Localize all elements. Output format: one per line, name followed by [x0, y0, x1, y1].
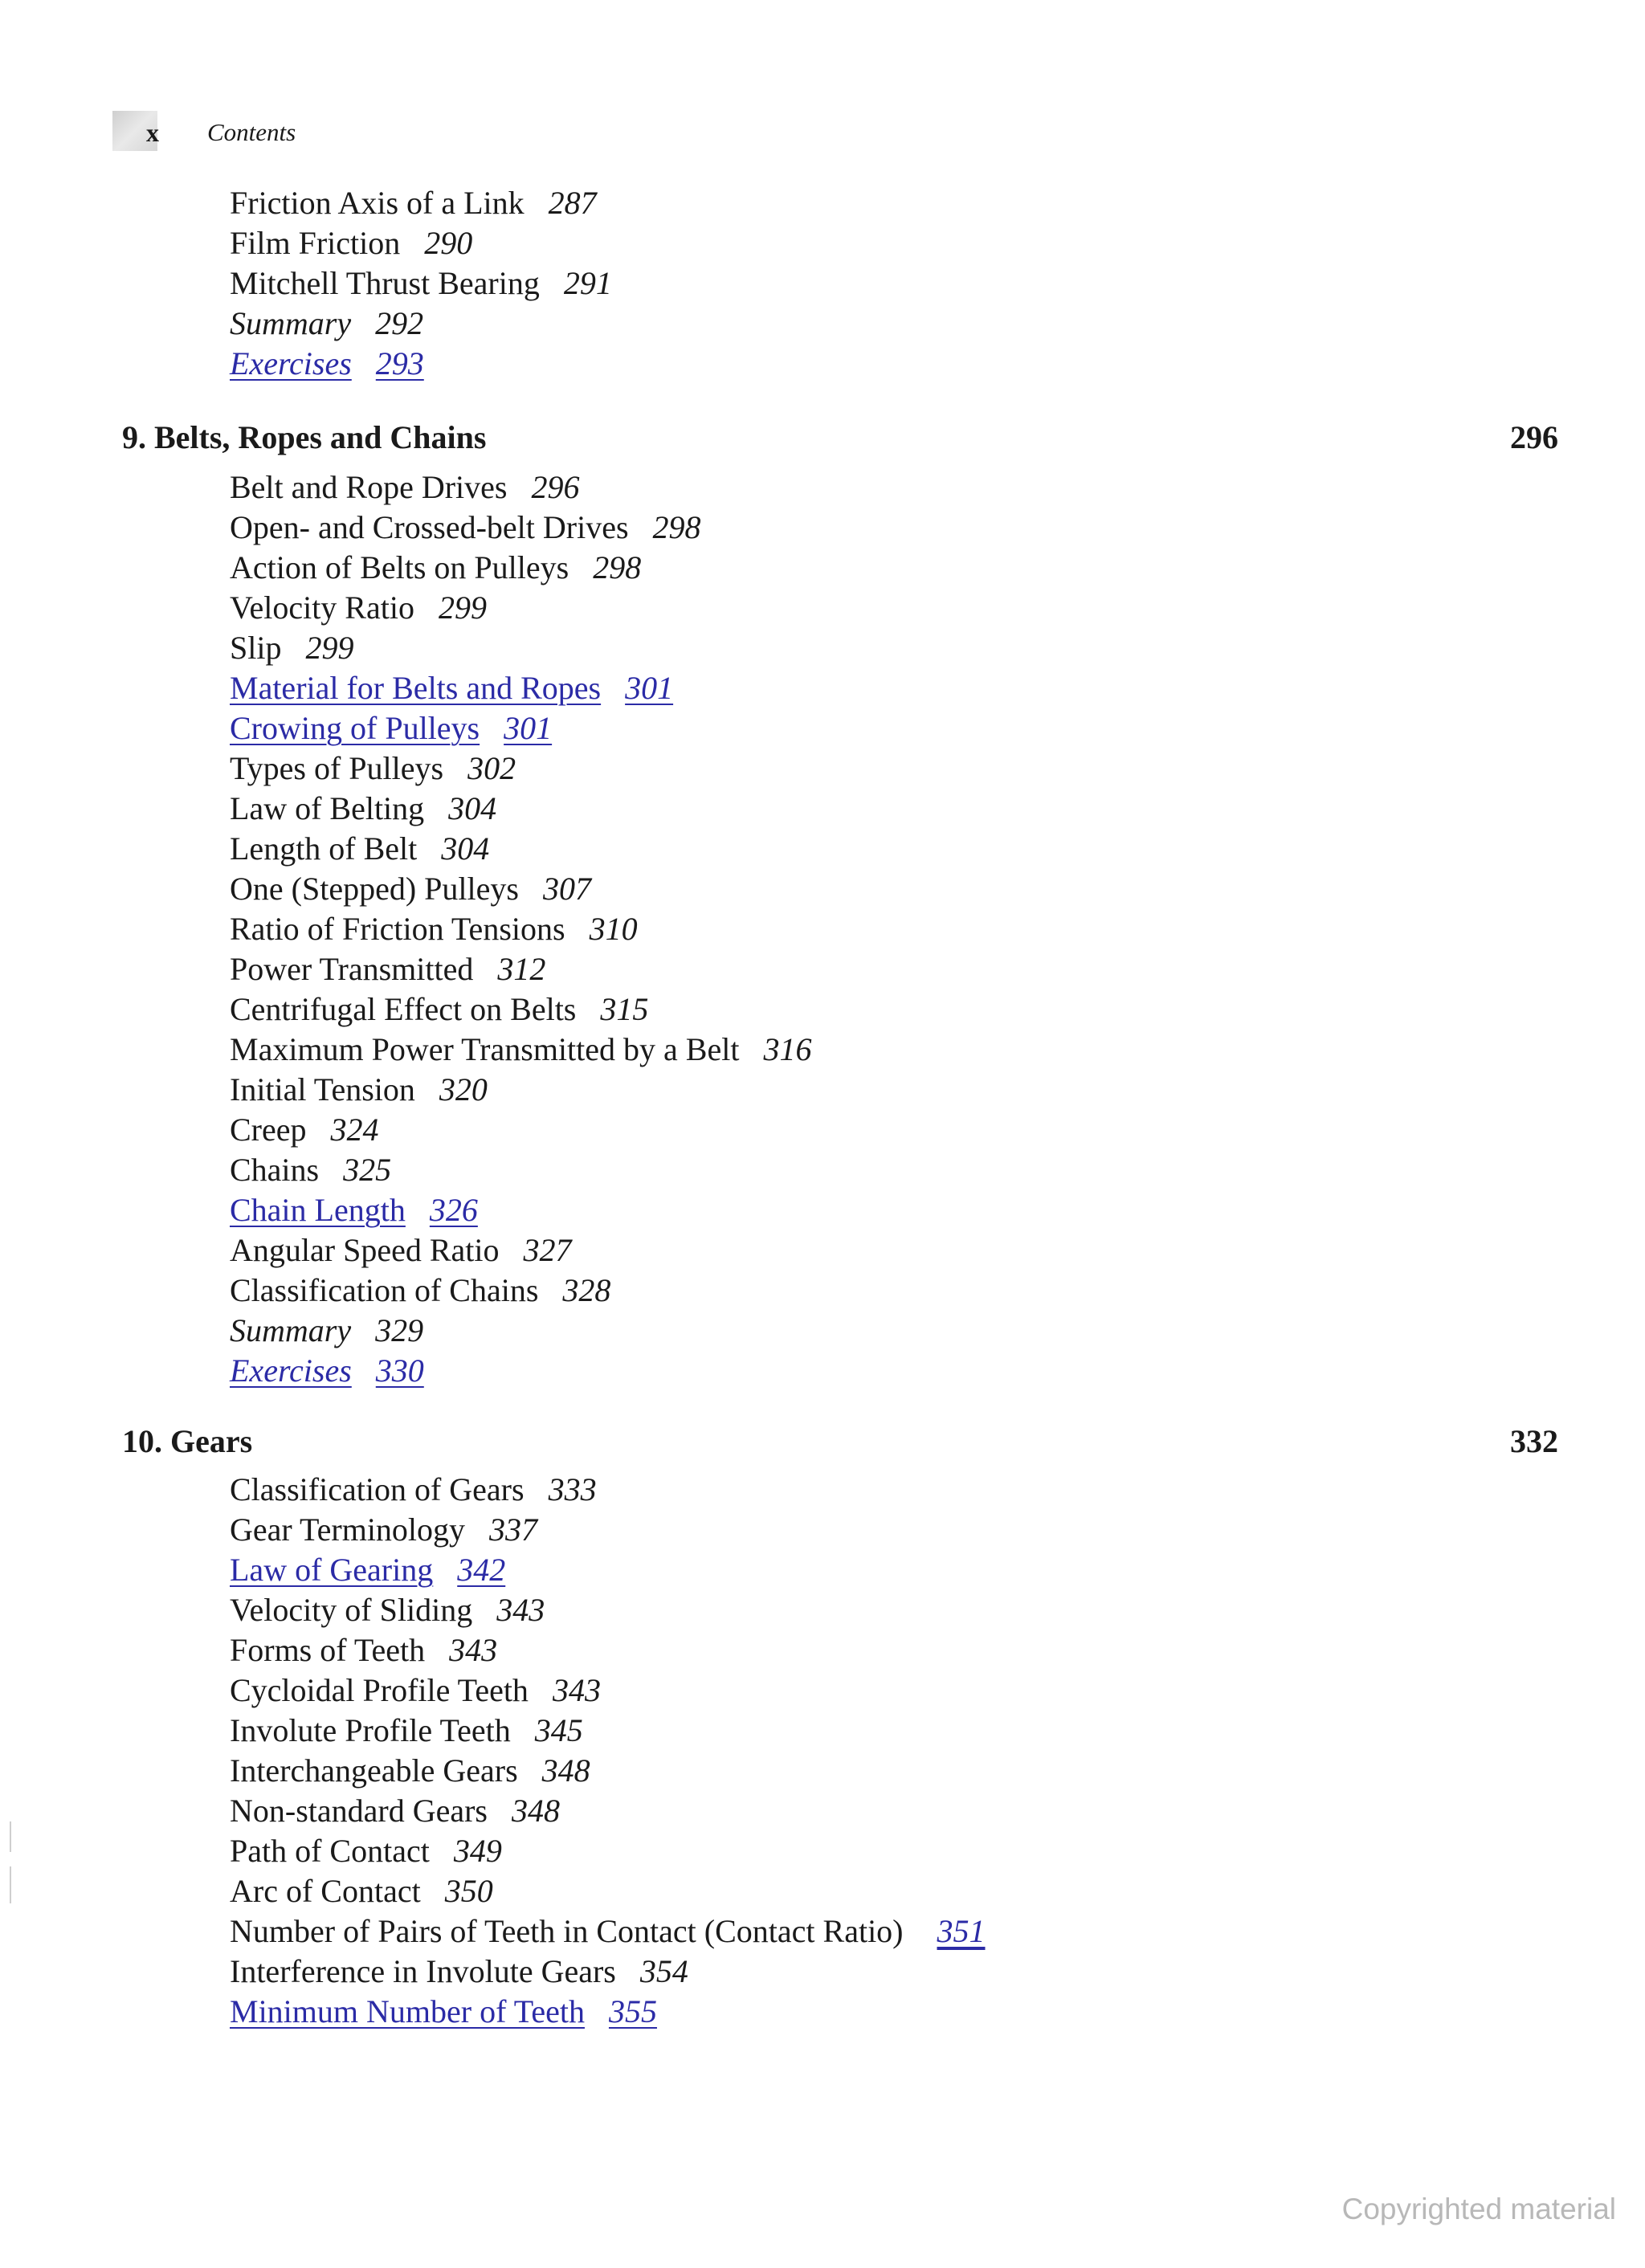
- section-title: [230, 749, 516, 789]
- section-title: [230, 668, 673, 708]
- section-page: 307: [542, 871, 591, 907]
- section-title: [230, 869, 591, 909]
- section-title-text: Length of Belt: [230, 830, 418, 867]
- section-title: [230, 989, 648, 1030]
- section-title: [230, 1311, 423, 1351]
- section-page: 326: [429, 1192, 478, 1228]
- section-title-text: Summary: [230, 305, 352, 341]
- section-page: 343: [552, 1672, 601, 1708]
- chapter-heading: [122, 418, 1558, 458]
- section-title-text: Minimum Number of Teeth: [230, 1993, 585, 2029]
- section-title: [230, 1070, 488, 1110]
- section-title: [230, 1751, 590, 1791]
- section-page: 310: [589, 911, 638, 947]
- section-title-text: Velocity of Sliding: [230, 1592, 473, 1628]
- section-title-text: Friction Axis of a Link: [230, 185, 525, 221]
- section-page: 348: [512, 1793, 560, 1829]
- section-title-text: Cycloidal Profile Teeth: [230, 1672, 529, 1708]
- section-page: 349: [453, 1833, 502, 1869]
- running-head: [112, 111, 296, 151]
- section-title: [230, 909, 638, 949]
- section-title: [230, 1351, 424, 1391]
- section-page: 312: [497, 951, 546, 987]
- section-title-text: Summary: [230, 1312, 352, 1348]
- section-title-text: Gear Terminology: [230, 1511, 466, 1548]
- section-page: 293: [375, 345, 424, 381]
- section-page: 337: [489, 1511, 538, 1548]
- section-title: [230, 304, 423, 344]
- section-page: 324: [330, 1112, 379, 1148]
- section-page: 343: [496, 1592, 545, 1628]
- section-page: 350: [444, 1873, 493, 1909]
- section-title: [230, 1630, 497, 1670]
- section-title: [230, 1911, 986, 1952]
- section-title-text: Classification of Gears: [230, 1471, 525, 1507]
- section-title-text: Arc of Contact: [230, 1873, 421, 1909]
- section-title-text: Mitchell Thrust Bearing: [230, 265, 540, 301]
- section-title-text: Involute Profile Teeth: [230, 1712, 511, 1748]
- section-title: [230, 1711, 583, 1751]
- section-page: 315: [600, 991, 649, 1027]
- chapter-title: 9. Belts, Ropes and Chains: [122, 419, 487, 455]
- running-head-title: Contents: [207, 118, 296, 146]
- section-title-text: Belt and Rope Drives: [230, 469, 508, 505]
- section-title: [230, 789, 496, 829]
- section-page: 355: [608, 1993, 657, 2029]
- section-page: 330: [375, 1352, 424, 1389]
- section-title-text: Angular Speed Ratio: [230, 1232, 500, 1268]
- section-title-text: Interchangeable Gears: [230, 1752, 518, 1789]
- section-title: [230, 628, 353, 668]
- section-page: 348: [541, 1752, 590, 1789]
- section-title-text: Velocity Ratio: [230, 589, 414, 626]
- section-page: 320: [439, 1071, 488, 1107]
- section-title: [230, 467, 580, 508]
- section-page: 299: [438, 589, 487, 626]
- section-title-text: Chains: [230, 1152, 320, 1188]
- section-title-text: Law of Belting: [230, 790, 425, 826]
- section-title-text: Exercises: [230, 1352, 352, 1389]
- chapter-title: 10. Gears: [122, 1423, 253, 1459]
- section-title: [230, 588, 487, 628]
- section-title: [230, 708, 552, 749]
- section-page: 301: [625, 670, 674, 706]
- section-title: [230, 223, 472, 263]
- section-title: [230, 1670, 601, 1711]
- section-title: [230, 1510, 537, 1550]
- section-title: [230, 1470, 597, 1510]
- section-page: 329: [375, 1312, 424, 1348]
- section-page: 327: [523, 1232, 572, 1268]
- section-page: 290: [424, 225, 473, 261]
- chapter-page: 296: [1510, 419, 1558, 455]
- page-number: x: [146, 117, 159, 147]
- section-page: 299: [305, 630, 354, 666]
- section-page: 304: [448, 790, 497, 826]
- section-title: [230, 1230, 572, 1271]
- section-title-text: Non-standard Gears: [230, 1793, 488, 1829]
- section-title: [230, 1791, 560, 1831]
- section-title-text: Centrifugal Effect on Belts: [230, 991, 577, 1027]
- margin-mark: [10, 1821, 11, 1852]
- section-title-text: Material for Belts and Ropes: [230, 670, 602, 706]
- margin-mark: [10, 1866, 11, 1903]
- section-title-text: Exercises: [230, 345, 352, 381]
- section-page: 304: [441, 830, 490, 867]
- section-page: 316: [763, 1031, 812, 1067]
- section-page: 298: [652, 509, 701, 545]
- section-title-text: Classification of Chains: [230, 1272, 539, 1308]
- section-title-text: Path of Contact: [230, 1833, 430, 1869]
- section-title: [230, 263, 612, 304]
- chapter-page: 332: [1510, 1423, 1558, 1459]
- section-title: [230, 183, 597, 223]
- section-page: 345: [534, 1712, 583, 1748]
- section-page: 325: [343, 1152, 392, 1188]
- section-page: 328: [562, 1272, 611, 1308]
- section-title: [230, 1150, 391, 1190]
- section-title-text: Number of Pairs of Teeth in Contact (Contact Ratio): [230, 1913, 904, 1949]
- section-title: [230, 1992, 657, 2032]
- section-title: [230, 829, 489, 869]
- section-title-text: Forms of Teeth: [230, 1632, 426, 1668]
- section-page[interactable]: 351: [937, 1913, 986, 1949]
- section-title: [230, 1590, 545, 1630]
- section-page: 291: [563, 265, 612, 301]
- section-page: 292: [375, 305, 424, 341]
- section-title-text: Open- and Crossed-belt Drives: [230, 509, 629, 545]
- section-page: 342: [457, 1552, 506, 1588]
- section-page: 301: [504, 710, 553, 746]
- section-title-text: Law of Gearing: [230, 1552, 434, 1588]
- section-title-text: Chain Length: [230, 1192, 406, 1228]
- section-title-text: Creep: [230, 1112, 307, 1148]
- section-title-text: Crowing of Pulleys: [230, 710, 480, 746]
- section-title: [230, 1831, 502, 1871]
- section-page: 298: [593, 549, 642, 585]
- section-page: 302: [467, 750, 516, 786]
- section-page: 296: [531, 469, 580, 505]
- section-page: 287: [548, 185, 597, 221]
- section-title: [230, 344, 424, 384]
- section-title: [230, 508, 701, 548]
- section-title: [230, 1190, 478, 1230]
- section-title-text: Action of Belts on Pulleys: [230, 549, 569, 585]
- section-page: 354: [639, 1953, 688, 1989]
- section-title: [230, 1952, 688, 1992]
- section-title-text: Film Friction: [230, 225, 401, 261]
- section-title: [230, 548, 641, 588]
- section-title: [230, 949, 545, 989]
- section-title-text: Ratio of Friction Tensions: [230, 911, 565, 947]
- section-page: 333: [548, 1471, 597, 1507]
- section-title-text: Slip: [230, 630, 282, 666]
- section-title: [230, 1110, 379, 1150]
- section-title: [230, 1030, 811, 1070]
- section-title-text: Initial Tension: [230, 1071, 415, 1107]
- section-title: [230, 1871, 493, 1911]
- section-title: [230, 1550, 505, 1590]
- section-title-text: Interference in Involute Gears: [230, 1953, 616, 1989]
- watermark: Copyrighted material: [1341, 2193, 1616, 2225]
- section-title-text: Power Transmitted: [230, 951, 474, 987]
- section-title-text: Maximum Power Transmitted by a Belt: [230, 1031, 740, 1067]
- chapter-heading: [122, 1422, 1558, 1462]
- section-title-text: One (Stepped) Pulleys: [230, 871, 519, 907]
- section-title-text: Types of Pulleys: [230, 750, 444, 786]
- section-page: 343: [449, 1632, 498, 1668]
- section-title: [230, 1271, 610, 1311]
